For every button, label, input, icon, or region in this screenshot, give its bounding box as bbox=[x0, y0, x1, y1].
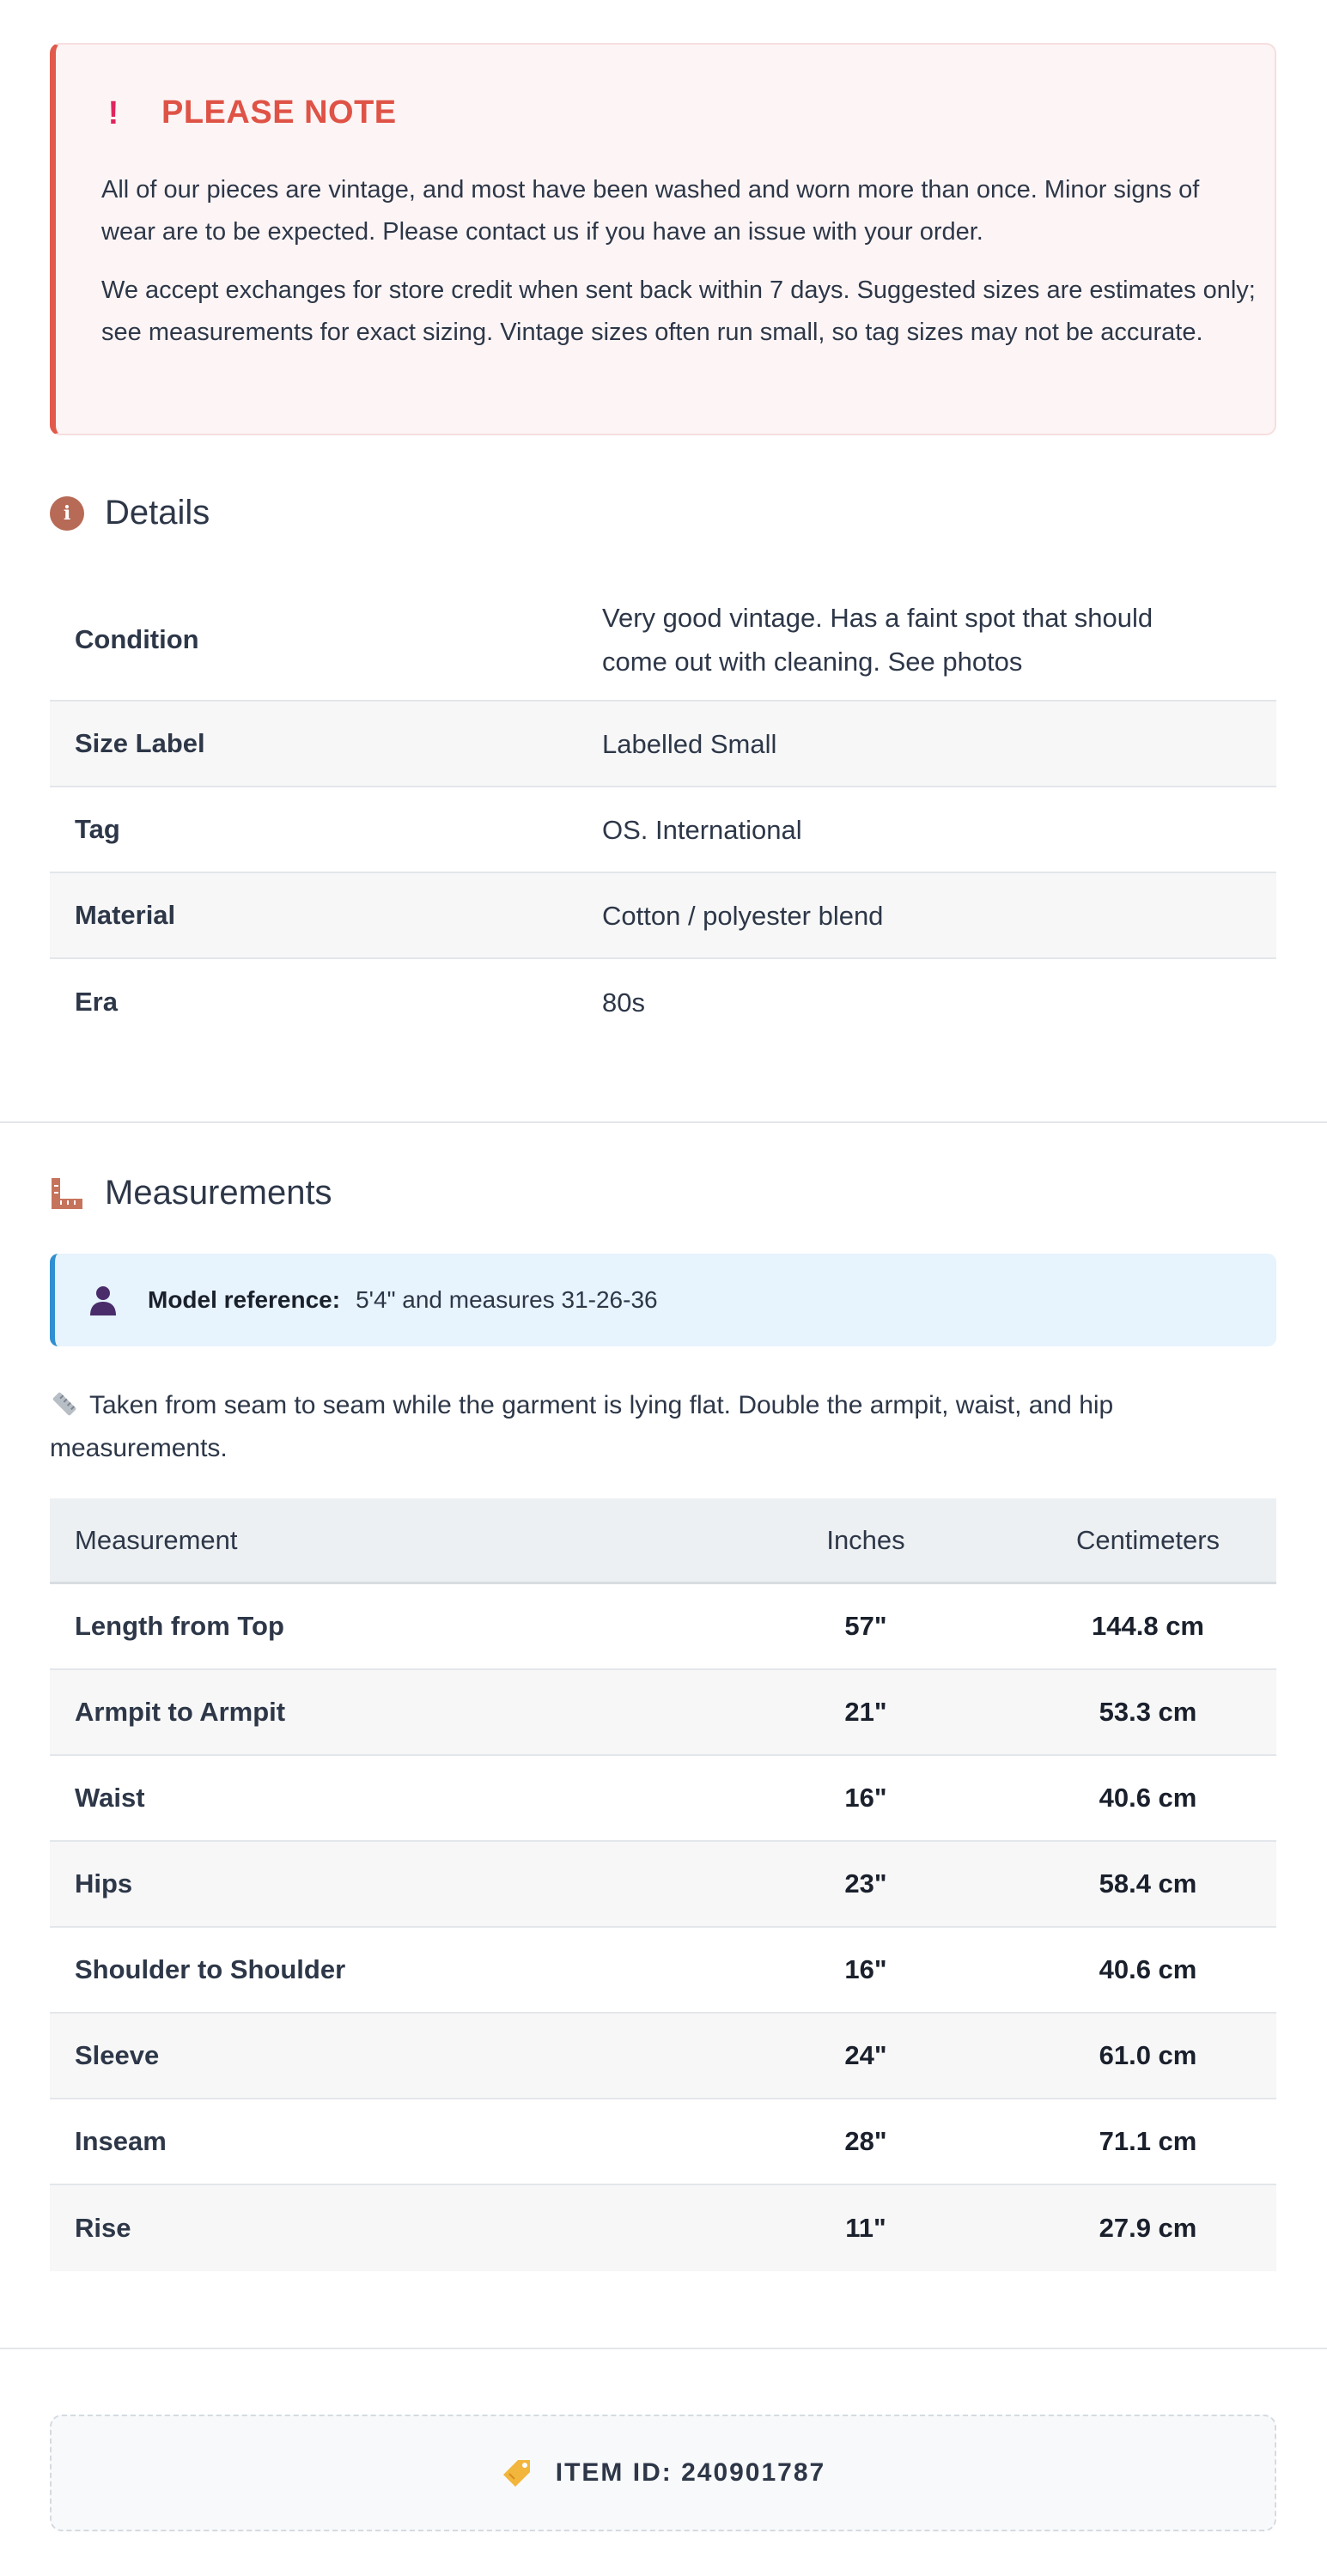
table-row bbox=[50, 1842, 1276, 1928]
measurement-inches: 24" bbox=[844, 2040, 887, 2070]
details-table bbox=[50, 580, 1276, 1045]
details-header bbox=[50, 494, 210, 532]
measurement-name: Armpit to Armpit bbox=[75, 1697, 286, 1727]
measurement-inches: 16" bbox=[844, 1783, 887, 1813]
tag-icon bbox=[501, 2457, 533, 2489]
measurement-inches: 16" bbox=[844, 1954, 887, 1984]
please-note-box bbox=[50, 43, 1276, 435]
header-centimeters: Centimeters bbox=[1075, 1524, 1220, 1555]
measurement-name: Hips bbox=[75, 1868, 133, 1899]
measurement-inches: 28" bbox=[844, 2126, 887, 2156]
details-title: Details bbox=[105, 494, 210, 532]
ruler-icon bbox=[50, 1389, 79, 1419]
measurement-inches: 11" bbox=[845, 2213, 886, 2243]
table-row bbox=[50, 2014, 1276, 2099]
measurement-name: Rise bbox=[75, 2213, 131, 2243]
exclamation-icon: ! bbox=[107, 94, 119, 131]
details-label: Tag bbox=[75, 814, 120, 844]
measurement-cm: 40.6 cm bbox=[1099, 1954, 1197, 1984]
table-row bbox=[50, 1584, 1276, 1670]
table-row bbox=[50, 2099, 1276, 2185]
section-divider bbox=[0, 1121, 1327, 1123]
measurement-inches: 57" bbox=[844, 1611, 887, 1641]
item-id-box bbox=[50, 2415, 1276, 2531]
measurement-name: Waist bbox=[75, 1783, 145, 1813]
details-label: Era bbox=[75, 987, 118, 1017]
measurement-cm: 40.6 cm bbox=[1099, 1783, 1197, 1813]
details-row bbox=[50, 873, 1276, 959]
info-icon: i bbox=[50, 496, 84, 531]
measurement-name: Inseam bbox=[75, 2126, 167, 2156]
details-label: Material bbox=[75, 900, 176, 930]
measurement-note bbox=[50, 1384, 1235, 1470]
measurement-inches: 21" bbox=[844, 1697, 887, 1727]
model-reference-label: Model reference: bbox=[148, 1286, 341, 1313]
table-row bbox=[50, 1670, 1276, 1756]
measurements-header bbox=[50, 1174, 332, 1212]
details-row bbox=[50, 787, 1276, 873]
notice-paragraph-2: We accept exchanges for store credit when sent back within 7 days. Suggested sizes are estimates only; see measurements for exact sizing. Vintage sizes often run small, so tag sizes may not be accurate. bbox=[101, 276, 1256, 346]
header-measurement: Measurement bbox=[75, 1524, 238, 1555]
details-value: 80s bbox=[602, 987, 645, 1018]
measurement-name: Shoulder to Shoulder bbox=[75, 1954, 346, 1984]
measurements-title: Measurements bbox=[105, 1174, 332, 1212]
details-value: Very good vintage. Has a faint spot that should come out with cleaning. See photos bbox=[602, 603, 1154, 677]
details-label: Size Label bbox=[75, 728, 205, 758]
details-row bbox=[50, 702, 1276, 787]
details-label: Condition bbox=[75, 624, 199, 654]
notice-paragraph-1: All of our pieces are vintage, and most have been washed and worn more than once. Minor signs of wear are to be expected. Please contact us if you have an issue with your order. bbox=[101, 176, 1200, 246]
measurement-note-text: Taken from seam to seam while the garment is lying flat. Double the armpit, waist, and hip measurements. bbox=[50, 1391, 1114, 1462]
table-row bbox=[50, 2185, 1276, 2271]
measurement-cm: 27.9 cm bbox=[1099, 2213, 1197, 2243]
measurement-cm: 58.4 cm bbox=[1099, 1868, 1197, 1899]
ruler-icon bbox=[50, 1176, 84, 1211]
table-row bbox=[50, 1756, 1276, 1842]
model-reference-value: 5'4" and measures 31-26-36 bbox=[356, 1286, 658, 1313]
table-row bbox=[50, 1928, 1276, 2014]
measurement-cm: 53.3 cm bbox=[1099, 1697, 1197, 1727]
model-reference-box bbox=[50, 1254, 1276, 1346]
measurement-name: Sleeve bbox=[75, 2040, 160, 2070]
notice-header bbox=[103, 94, 397, 131]
details-row bbox=[50, 580, 1276, 702]
section-divider bbox=[0, 2348, 1327, 2349]
person-icon bbox=[86, 1283, 120, 1317]
details-value: Cotton / polyester blend bbox=[602, 900, 884, 931]
measurement-inches: 23" bbox=[844, 1868, 887, 1899]
measurement-cm: 144.8 cm bbox=[1092, 1611, 1204, 1641]
table-header bbox=[50, 1498, 1276, 1584]
header-inches: Inches bbox=[826, 1524, 905, 1555]
measurement-cm: 71.1 cm bbox=[1099, 2126, 1197, 2156]
item-id-label: ITEM ID: 240901787 bbox=[555, 2458, 826, 2487]
measurement-name: Length from Top bbox=[75, 1611, 284, 1641]
measurement-cm: 61.0 cm bbox=[1099, 2040, 1197, 2070]
details-row bbox=[50, 959, 1276, 1045]
notice-title: PLEASE NOTE bbox=[161, 94, 397, 131]
details-value: Labelled Small bbox=[602, 728, 777, 759]
details-value: OS. International bbox=[602, 814, 802, 845]
measurements-table bbox=[50, 1498, 1276, 2271]
